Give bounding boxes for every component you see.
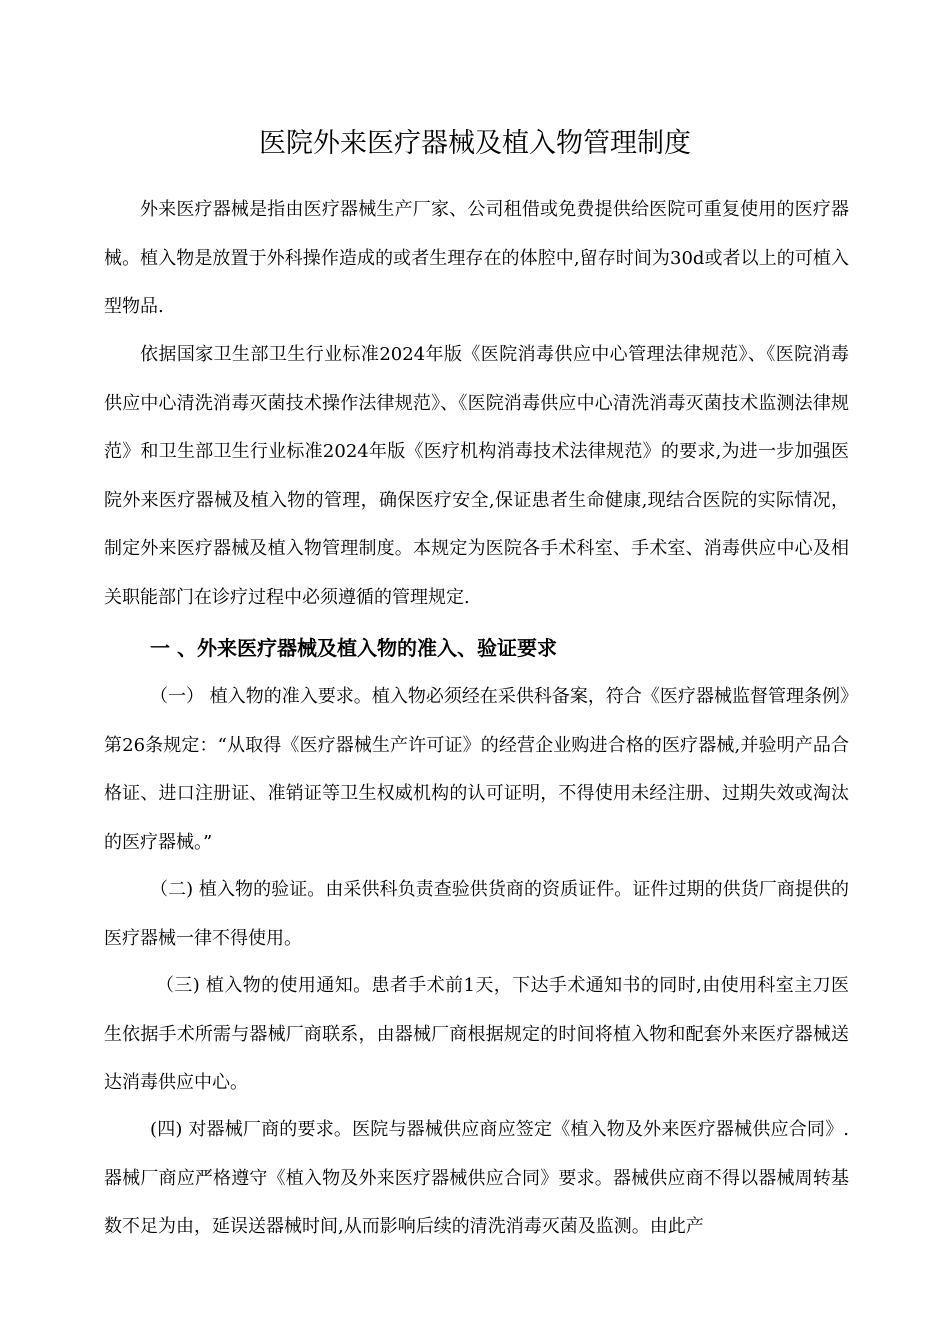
section-item-usage-notice: （三) 植入物的使用通知。患者手术前1天，下达手术通知书的同时,由使用科室主刀医生依据手术所需与器械厂商联系，由器械厂商根据规定的时间将植入物和配套外来医疗器械送达消毒供应中心。 (104, 975, 849, 1093)
intro-paragraph-basis: 依据国家卫生部卫生行业标准2024年版《医院消毒供应中心管理法律规范》、《医院消毒供应中心清洗消毒灭菌技术操作法律规范》、《医院消毒供应中心清洗消毒灭菌技术监测法律规范》和卫生部卫生行业标准2024年版《医疗机构消毒技术法律规范》的要求,为进一步加强医院外来医疗器械及植入物的管理，确保医疗安全,保证患者生命健康,现结合医院的实际情况，制定外来医疗器械及植入物管理制度。本规定为医院各手术科室、手术室、消毒供应中心及相关职能部门在诊疗过程中必须遵循的管理规定. (104, 344, 849, 608)
section-heading-admission: 一 、外来医疗器械及植入物的准入、验证要求 (150, 636, 557, 660)
section-item-manufacturer-requirements: (四) 对器械厂商的要求。医院与器械供应商应签定《植入物及外来医疗器械供应合同》.器械厂商应严格遵守《植入物及外来医疗器械供应合同》要求。器械供应商不得以器械周转基数不足为由，延误送器械时间,从而影响后续的清洗消毒灭菌及监测。由此产 (104, 1119, 849, 1237)
intro-paragraph-definition: 外来医疗器械是指由医疗器械生产厂家、公司租借或免费提供给医院可重复使用的医疗器械。植入物是放置于外科操作造成的或者生理存在的体腔中,留存时间为30d或者以上的可植入型物品. (104, 199, 849, 317)
section-item-verification: （二) 植入物的验证。由采供科负责查验供货商的资质证件。证件过期的供货厂商提供的医疗器械一律不得使用。 (104, 879, 849, 949)
section-item-admission-requirements: （一） 植入物的准入要求。植入物必须经在采供科备案，符合《医疗器械监督管理条例》第26条规定：“从取得《医疗器械生产许可证》的经营企业购进合格的医疗器械,并验明产品合格证、进口注册证、准销证等卫生权威机构的认可证明，不得使用未经注册、过期失效或淘汰的医疗器械。” (104, 686, 849, 853)
document-title: 医院外来医疗器械及植入物管理制度 (259, 128, 691, 159)
